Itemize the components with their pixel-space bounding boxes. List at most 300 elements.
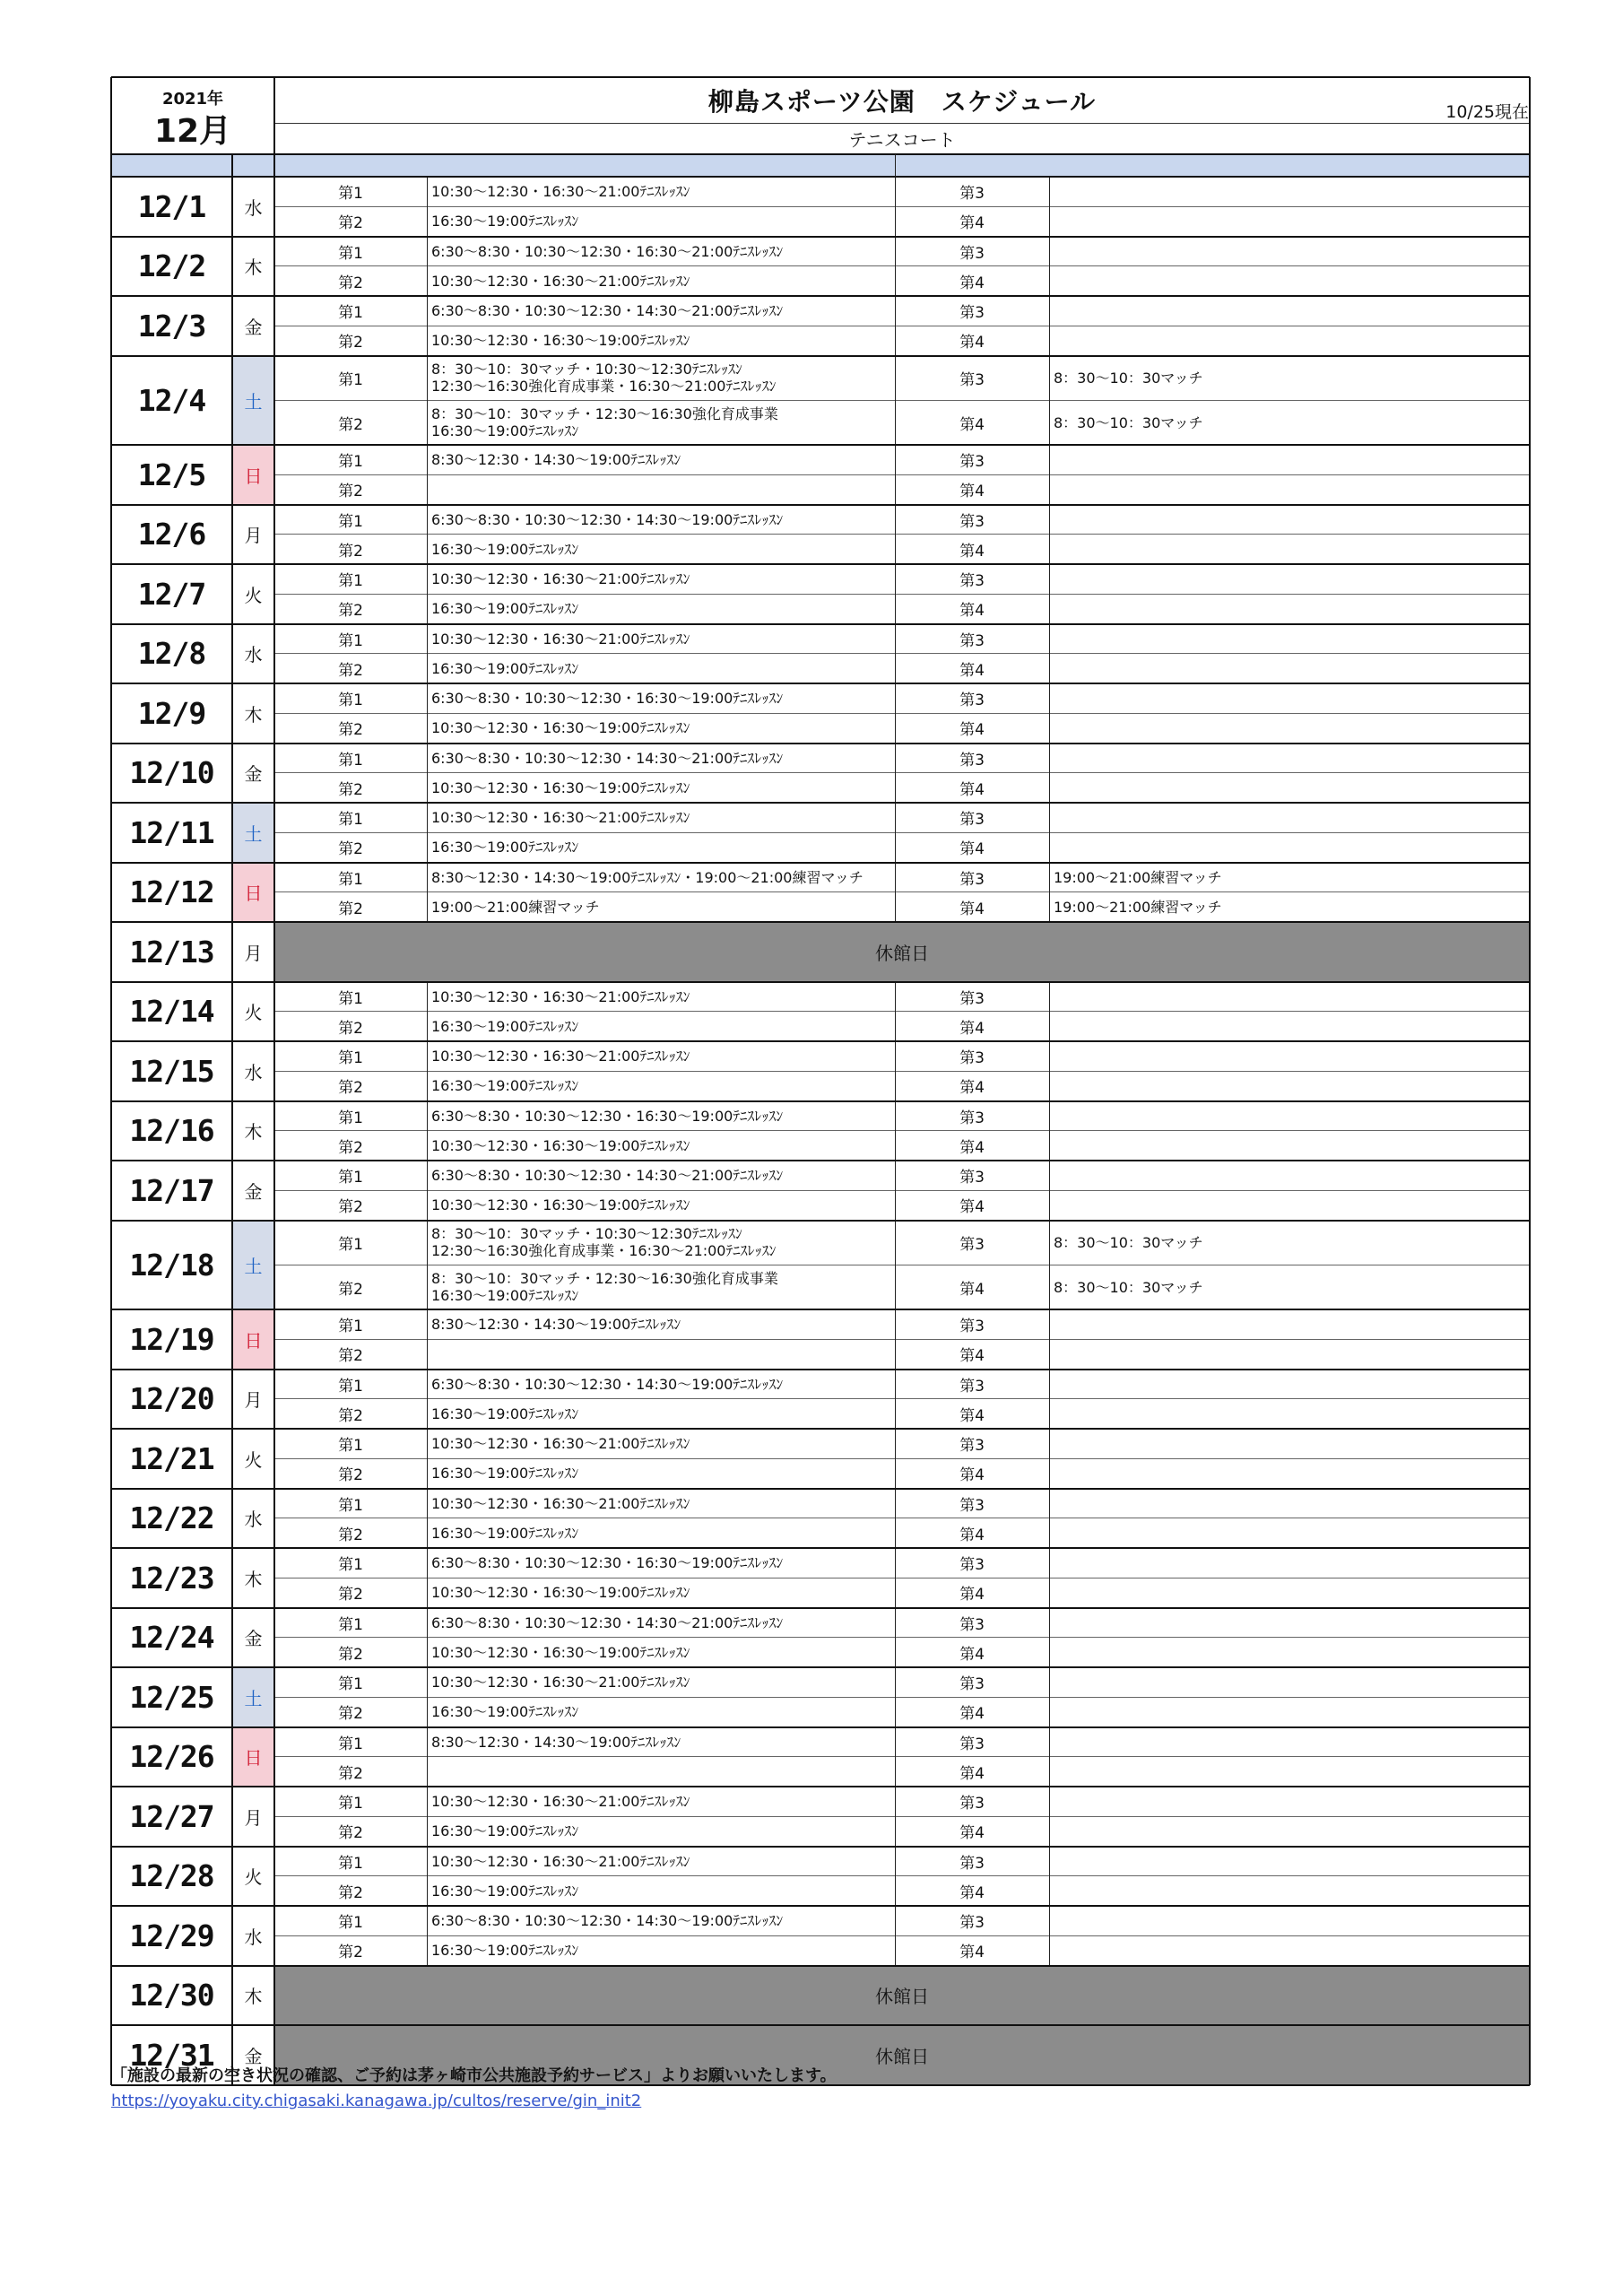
row-divider	[111, 176, 1530, 178]
column-divider	[895, 505, 896, 565]
weekday-cell: 水	[244, 1061, 263, 1083]
court-schedule: 10:30～12:30・16:30～19:00ﾃﾆｽﾚｯｽﾝ	[431, 719, 690, 737]
court-label: 第3	[959, 512, 985, 531]
column-divider	[1049, 237, 1050, 297]
column-divider	[1049, 1101, 1050, 1161]
row-divider	[111, 921, 1530, 923]
court-label: 第2	[338, 1406, 363, 1425]
court-schedule	[1049, 1667, 1530, 1697]
court-schedule	[1049, 1429, 1530, 1458]
court-schedule	[1049, 1518, 1530, 1548]
court-schedule	[1049, 1548, 1530, 1578]
court-schedule: 19:00～21:00練習マッチ	[431, 898, 600, 916]
weekday-cell: 木	[244, 1568, 263, 1590]
closed-day-cell: 休館日	[274, 922, 1530, 982]
court-label: 第2	[338, 214, 363, 233]
court-schedule	[1049, 1757, 1530, 1787]
weekday-cell: 日	[232, 1727, 274, 1787]
court-schedule: 16:30～19:00ﾃﾆｽﾚｯｽﾝ	[431, 1882, 579, 1900]
column-divider	[273, 77, 275, 2085]
court-label: 第3	[959, 370, 985, 389]
court-schedule	[1049, 1638, 1530, 1667]
court-label: 第2	[338, 1824, 363, 1843]
weekday-cell: 月	[244, 1389, 263, 1412]
court-schedule	[1049, 1727, 1530, 1757]
court-schedule	[1049, 982, 1530, 1012]
row-divider	[274, 265, 1530, 266]
court-schedule: 16:30～19:00ﾃﾆｽﾚｯｽﾝ	[431, 1822, 579, 1840]
row-divider	[274, 1130, 1530, 1131]
court-schedule	[1049, 206, 1530, 236]
court-schedule: 10:30～12:30・16:30～21:00ﾃﾆｽﾚｯｽﾝ	[431, 987, 690, 1005]
court-label: 第3	[959, 453, 985, 472]
column-divider	[1049, 1787, 1050, 1847]
column-divider	[895, 1101, 896, 1161]
court-schedule: 6:30～8:30・10:30～12:30・16:30～19:00ﾃﾆｽﾚｯｽﾝ	[431, 690, 784, 708]
court-schedule	[1049, 1816, 1530, 1846]
court-label: 第3	[959, 1615, 985, 1634]
row-divider	[274, 1935, 1530, 1936]
column-divider	[1049, 1608, 1050, 1668]
court-label: 第4	[959, 1526, 985, 1544]
court-label: 第2	[338, 1347, 363, 1366]
court-label: 第4	[959, 1406, 985, 1425]
court-schedule: 8:30～12:30・14:30～19:00ﾃﾆｽﾚｯｽﾝ	[431, 451, 681, 469]
year-label: 2021年	[161, 90, 224, 109]
court-schedule	[1049, 1131, 1530, 1161]
court-schedule: 6:30～8:30・10:30～12:30・14:30～19:00ﾃﾆｽﾚｯｽﾝ	[431, 510, 784, 528]
court-label: 第4	[959, 334, 985, 352]
column-divider	[427, 1041, 428, 1101]
court-schedule	[1049, 803, 1530, 832]
row-divider	[274, 1458, 1530, 1459]
court-schedule	[1049, 624, 1530, 654]
court-schedule: 16:30～19:00ﾃﾆｽﾚｯｽﾝ	[431, 1017, 579, 1035]
reservation-link[interactable]: https://yoyaku.city.chigasaki.kanagawa.jp/cultos/reserve/gin_init2	[111, 2092, 642, 2110]
court-label: 第2	[338, 1645, 363, 1664]
court-label: 第3	[959, 1556, 985, 1575]
court-schedule: 10:30～12:30・16:30～21:00ﾃﾆｽﾚｯｽﾝ	[431, 1435, 690, 1453]
column-divider	[1049, 982, 1050, 1042]
column-divider	[1049, 445, 1050, 505]
court-schedule: 8：30～10：30マッチ	[1054, 1233, 1203, 1251]
closed-day-cell: 休館日	[274, 1966, 1530, 2026]
court-schedule	[1049, 445, 1530, 474]
weekday-cell: 木	[244, 703, 263, 726]
court-schedule: 8：30～10：30マッチ・12:30～16:30強化育成事業 16:30～19:00ﾃﾆｽﾚｯｽﾝ	[431, 405, 778, 440]
weekday-cell: 土	[232, 356, 274, 446]
column-divider	[895, 1548, 896, 1608]
court-schedule	[1049, 1906, 1530, 1935]
as-of-date: 10/25現在	[1445, 101, 1529, 122]
court-schedule: 6:30～8:30・10:30～12:30・14:30～21:00ﾃﾆｽﾚｯｽﾝ	[431, 302, 784, 320]
court-schedule	[1049, 1458, 1530, 1488]
court-schedule	[1049, 1012, 1530, 1041]
column-divider	[1049, 1309, 1050, 1370]
column-divider	[895, 1608, 896, 1668]
date-cell: 12/28	[129, 1858, 214, 1894]
court-label: 第2	[338, 1944, 363, 1962]
column-divider	[895, 683, 896, 744]
court-schedule: 8：30～10：30マッチ・10:30～12:30ﾃﾆｽﾚｯｽﾝ 12:30～16:30強化育成事業・16:30～21:00ﾃﾆｽﾚｯｽﾝ	[431, 1225, 777, 1260]
court-label: 第2	[338, 1466, 363, 1485]
court-label: 第4	[959, 1824, 985, 1843]
court-label: 第1	[338, 1675, 363, 1694]
court-label: 第4	[959, 415, 985, 434]
court-label: 第4	[959, 1944, 985, 1962]
court-label: 第4	[959, 1138, 985, 1157]
column-divider	[427, 237, 428, 297]
row-divider	[111, 1547, 1530, 1549]
court-schedule	[1049, 1399, 1530, 1429]
row-divider	[111, 1428, 1530, 1430]
column-divider	[895, 1370, 896, 1430]
court-label: 第2	[338, 900, 363, 918]
court-label: 第4	[959, 1883, 985, 1902]
court-label: 第1	[338, 453, 363, 472]
court-schedule: 10:30～12:30・16:30～19:00ﾃﾆｽﾚｯｽﾝ	[431, 332, 690, 350]
court-label: 第3	[959, 1169, 985, 1187]
court-label: 第4	[959, 274, 985, 292]
column-divider	[895, 445, 896, 505]
column-divider	[1049, 1221, 1050, 1310]
court-label: 第2	[338, 1280, 363, 1299]
court-label: 第2	[338, 1586, 363, 1605]
weekday-cell: 日	[232, 1309, 274, 1370]
weekday-cell: 金	[244, 763, 263, 786]
court-label: 第2	[338, 780, 363, 799]
court-label: 第4	[959, 721, 985, 740]
court-label: 第1	[338, 1318, 363, 1336]
weekday-cell: 土	[232, 1221, 274, 1310]
court-schedule	[1049, 326, 1530, 355]
court-label: 第3	[959, 811, 985, 830]
court-label: 第1	[338, 691, 363, 710]
column-divider	[1049, 1847, 1050, 1907]
date-cell: 12/17	[129, 1172, 214, 1208]
court-label: 第2	[338, 1079, 363, 1098]
court-schedule	[1049, 713, 1530, 743]
weekday-cell: 金	[244, 1180, 263, 1203]
court-schedule: 19:00～21:00練習マッチ	[1054, 898, 1222, 916]
court-schedule: 16:30～19:00ﾃﾆｽﾚｯｽﾝ	[431, 213, 579, 230]
date-cell: 12/1	[137, 188, 206, 224]
weekday-cell: 金	[244, 2045, 263, 2067]
date-cell: 12/4	[137, 382, 206, 418]
court-label: 第4	[959, 1019, 985, 1038]
row-divider	[111, 1309, 1530, 1310]
date-cell: 12/14	[129, 994, 214, 1030]
row-divider	[111, 743, 1530, 744]
column-divider	[110, 77, 112, 2085]
row-divider	[274, 400, 1530, 401]
weekday-cell: 火	[244, 1002, 263, 1024]
court-label: 第2	[338, 1019, 363, 1038]
court-label: 第3	[959, 572, 985, 591]
row-divider	[111, 76, 1530, 78]
weekday-cell: 火	[244, 1448, 263, 1471]
court-label: 第1	[338, 185, 363, 204]
row-divider	[274, 1339, 1530, 1340]
row-divider	[274, 1011, 1530, 1012]
court-label: 第1	[338, 1854, 363, 1873]
row-divider	[111, 153, 1530, 155]
court-label: 第4	[959, 1645, 985, 1664]
date-cell: 12/3	[137, 308, 206, 344]
row-divider	[274, 1071, 1530, 1072]
court-label: 第1	[338, 244, 363, 263]
column-divider	[1049, 1727, 1050, 1787]
row-divider	[274, 1190, 1530, 1191]
column-divider	[1049, 1370, 1050, 1430]
court-schedule: 10:30～12:30・16:30～19:00ﾃﾆｽﾚｯｽﾝ	[431, 1643, 690, 1661]
court-schedule	[1049, 266, 1530, 296]
court-schedule	[1049, 1847, 1530, 1876]
closed-day-cell: 休館日	[274, 2025, 1530, 2085]
column-divider	[1049, 1041, 1050, 1101]
row-divider	[111, 1965, 1530, 1967]
weekday-cell: 土	[232, 803, 274, 863]
column-divider	[895, 1309, 896, 1370]
column-divider	[895, 1667, 896, 1727]
court-schedule	[1049, 1876, 1530, 1906]
column-divider	[895, 1161, 896, 1221]
court-label: 第2	[338, 542, 363, 561]
court-schedule: 8:30～12:30・14:30～19:00ﾃﾆｽﾚｯｽﾝ	[431, 1316, 681, 1334]
date-cell: 12/26	[129, 1739, 214, 1775]
court-label: 第3	[959, 751, 985, 770]
court-schedule: 16:30～19:00ﾃﾆｽﾚｯｽﾝ	[431, 540, 579, 558]
weekday-cell: 土	[232, 1667, 274, 1727]
row-divider	[274, 1637, 1530, 1638]
column-divider	[427, 1847, 428, 1907]
date-cell: 12/15	[129, 1053, 214, 1089]
date-cell: 12/24	[129, 1620, 214, 1656]
column-divider	[1049, 1906, 1050, 1966]
column-divider	[427, 445, 428, 505]
court-label: 第3	[959, 185, 985, 204]
court-schedule: 16:30～19:00ﾃﾆｽﾚｯｽﾝ	[431, 1942, 579, 1960]
court-schedule	[1049, 1101, 1530, 1131]
court-label: 第3	[959, 1675, 985, 1694]
court-label: 第2	[338, 1138, 363, 1157]
court-schedule: 10:30～12:30・16:30～21:00ﾃﾆｽﾚｯｽﾝ	[431, 272, 690, 290]
court-schedule: 10:30～12:30・16:30～19:00ﾃﾆｽﾚｯｽﾝ	[431, 1584, 690, 1602]
court-label: 第2	[338, 661, 363, 680]
court-label: 第1	[338, 370, 363, 389]
date-cell: 12/10	[129, 755, 214, 791]
court-schedule: 6:30～8:30・10:30～12:30・14:30～21:00ﾃﾆｽﾚｯｽﾝ	[431, 1613, 784, 1631]
weekday-cell: 水	[244, 196, 263, 219]
row-divider	[274, 1756, 1530, 1757]
court-label: 第3	[959, 631, 985, 650]
row-divider	[111, 981, 1530, 983]
court-label: 第4	[959, 542, 985, 561]
court-label: 第3	[959, 989, 985, 1008]
column-divider	[895, 1429, 896, 1489]
court-schedule	[1049, 683, 1530, 713]
row-divider	[111, 1666, 1530, 1668]
court-schedule: 16:30～19:00ﾃﾆｽﾚｯｽﾝ	[431, 1703, 579, 1721]
page-title: 柳島スポーツ公園 スケジュール	[707, 87, 1097, 117]
court-label: 第2	[338, 1526, 363, 1544]
court-schedule: 16:30～19:00ﾃﾆｽﾚｯｽﾝ	[431, 1405, 579, 1422]
court-schedule: 8：30～10：30マッチ	[1054, 413, 1203, 431]
court-schedule: 16:30～19:00ﾃﾆｽﾚｯｽﾝ	[431, 659, 579, 677]
row-divider	[274, 534, 1530, 535]
column-divider	[427, 1221, 428, 1310]
row-divider	[111, 802, 1530, 804]
court-schedule	[1049, 1161, 1530, 1190]
court-label: 第3	[959, 1795, 985, 1813]
court-schedule: 6:30～8:30・10:30～12:30・14:30～21:00ﾃﾆｽﾚｯｽﾝ	[431, 749, 784, 767]
court-label: 第1	[338, 1914, 363, 1933]
column-divider	[427, 564, 428, 624]
court-schedule	[1049, 564, 1530, 594]
court-schedule: 19:00～21:00練習マッチ	[1054, 868, 1222, 886]
date-cell: 12/11	[129, 814, 214, 850]
column-divider	[231, 154, 233, 2085]
row-divider	[111, 623, 1530, 625]
court-label: 第3	[959, 1235, 985, 1254]
row-divider	[111, 1160, 1530, 1161]
court-label: 第1	[338, 1795, 363, 1813]
court-label: 第1	[338, 631, 363, 650]
row-divider	[111, 1220, 1530, 1222]
column-divider	[1049, 624, 1050, 684]
date-cell: 12/16	[129, 1113, 214, 1149]
court-label: 第4	[959, 1280, 985, 1299]
court-label: 第4	[959, 214, 985, 233]
court-schedule: 6:30～8:30・10:30～12:30・14:30～19:00ﾃﾆｽﾚｯｽﾝ	[431, 1375, 784, 1393]
court-schedule: 16:30～19:00ﾃﾆｽﾚｯｽﾝ	[431, 839, 579, 857]
row-divider	[111, 295, 1530, 297]
court-label: 第2	[338, 415, 363, 434]
column-divider	[427, 505, 428, 565]
court-label: 第3	[959, 1735, 985, 1753]
column-divider	[895, 863, 896, 923]
court-schedule	[1049, 832, 1530, 862]
column-divider	[1049, 1429, 1050, 1489]
date-cell: 12/19	[129, 1321, 214, 1357]
row-divider	[111, 355, 1530, 357]
row-divider	[111, 1846, 1530, 1848]
court-schedule: 8：30～10：30マッチ	[1054, 369, 1203, 387]
court-label: 第3	[959, 1318, 985, 1336]
column-divider	[427, 1370, 428, 1430]
column-divider	[427, 1101, 428, 1161]
header-band	[111, 154, 1530, 177]
court-schedule	[427, 474, 895, 504]
court-label: 第3	[959, 244, 985, 263]
court-schedule	[1049, 1339, 1530, 1369]
date-cell: 12/21	[129, 1440, 214, 1476]
court-label: 第2	[338, 721, 363, 740]
court-label: 第1	[338, 1615, 363, 1634]
court-schedule	[1049, 654, 1530, 683]
column-divider	[895, 1787, 896, 1847]
court-label: 第4	[959, 1466, 985, 1485]
court-label: 第3	[959, 1496, 985, 1515]
court-label: 第4	[959, 1586, 985, 1605]
row-divider	[274, 1816, 1530, 1817]
month-label: 12月	[153, 112, 232, 149]
court-schedule: 16:30～19:00ﾃﾆｽﾚｯｽﾝ	[431, 600, 579, 618]
row-divider	[111, 236, 1530, 238]
row-divider	[274, 772, 1530, 773]
date-cell: 12/12	[129, 874, 214, 910]
court-schedule	[1049, 296, 1530, 326]
weekday-cell: 火	[244, 584, 263, 606]
column-divider	[895, 154, 896, 177]
column-divider	[1049, 356, 1050, 446]
court-label: 第1	[338, 572, 363, 591]
court-label: 第1	[338, 1556, 363, 1575]
court-schedule: 6:30～8:30・10:30～12:30・16:30～21:00ﾃﾆｽﾚｯｽﾝ	[431, 242, 784, 260]
column-divider	[427, 1548, 428, 1608]
column-divider	[1049, 1489, 1050, 1549]
column-divider	[427, 744, 428, 804]
court-label: 第4	[959, 1079, 985, 1098]
court-schedule: 8：30～10：30マッチ・10:30～12:30ﾃﾆｽﾚｯｽﾝ 12:30～16:30強化育成事業・16:30～21:00ﾃﾆｽﾚｯｽﾝ	[431, 361, 777, 396]
weekday-cell: 木	[244, 1986, 263, 2008]
court-schedule: 6:30～8:30・10:30～12:30・14:30～21:00ﾃﾆｽﾚｯｽﾝ	[431, 1167, 784, 1185]
column-divider	[895, 237, 896, 297]
court-schedule: 8:30～12:30・14:30～19:00ﾃﾆｽﾚｯｽﾝ・19:00～21:00練習マッチ	[431, 868, 864, 886]
court-schedule: 16:30～19:00ﾃﾆｽﾚｯｽﾝ	[431, 1465, 579, 1483]
date-cell: 12/7	[137, 576, 206, 612]
court-label: 第4	[959, 900, 985, 918]
row-divider	[111, 1369, 1530, 1370]
column-divider	[1529, 77, 1531, 2085]
column-divider	[427, 803, 428, 863]
column-divider	[1049, 744, 1050, 804]
column-divider	[427, 1906, 428, 1966]
column-divider	[427, 1608, 428, 1668]
column-divider	[427, 1727, 428, 1787]
weekday-cell: 日	[232, 863, 274, 923]
court-label: 第4	[959, 1705, 985, 1724]
column-divider	[427, 683, 428, 744]
row-divider	[111, 862, 1530, 864]
court-schedule	[1049, 1578, 1530, 1607]
court-schedule	[427, 1757, 895, 1787]
column-divider	[427, 1309, 428, 1370]
row-divider	[111, 504, 1530, 506]
court-label: 第3	[959, 1437, 985, 1456]
footer-note: 「施設の最新の空き状況の確認、ご予約は茅ヶ崎市公共施設予約サービス」よりお願いいたします。	[111, 2066, 837, 2085]
row-divider	[274, 832, 1530, 833]
date-cell: 12/25	[129, 1679, 214, 1715]
court-label: 第2	[338, 1764, 363, 1783]
column-divider	[895, 1727, 896, 1787]
date-cell: 12/8	[137, 636, 206, 672]
court-schedule	[1049, 177, 1530, 206]
row-divider	[111, 1726, 1530, 1728]
weekday-cell: 水	[244, 644, 263, 666]
court-schedule	[427, 1339, 895, 1369]
weekday-cell: 日	[232, 445, 274, 505]
court-schedule	[1049, 535, 1530, 564]
court-label: 第3	[959, 1109, 985, 1127]
row-divider	[274, 1398, 1530, 1399]
column-divider	[427, 177, 428, 237]
court-schedule: 8：30～10：30マッチ・12:30～16:30強化育成事業 16:30～19:00ﾃﾆｽﾚｯｽﾝ	[431, 1270, 778, 1305]
column-divider	[1049, 1548, 1050, 1608]
court-label: 第1	[338, 751, 363, 770]
court-schedule	[1049, 1608, 1530, 1638]
court-schedule: 10:30～12:30・16:30～21:00ﾃﾆｽﾚｯｽﾝ	[431, 1674, 690, 1692]
